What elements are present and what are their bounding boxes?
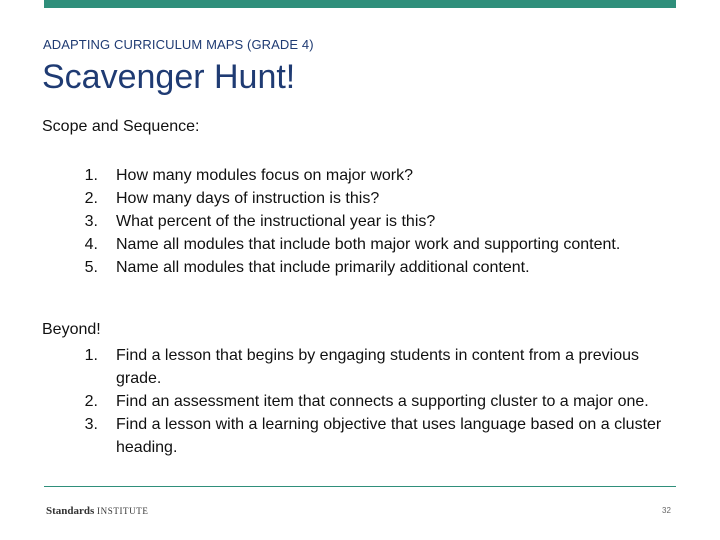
scope-label: Scope and Sequence: <box>42 118 200 135</box>
standards-institute-logo <box>46 505 148 517</box>
list-number: 3. <box>84 213 98 230</box>
list-text: Find a lesson that begins by engaging students in content from a previous grade. <box>116 347 639 387</box>
list-number: 3. <box>84 416 98 433</box>
list-number: 5. <box>84 259 98 276</box>
list-number: 4. <box>84 236 98 253</box>
list-text: How many days of instruction is this? <box>116 190 380 207</box>
list-text: Find an assessment item that connects a supporting cluster to a major one. <box>116 393 649 410</box>
logo-bold-text: Standards <box>46 505 95 517</box>
list-item <box>74 233 694 256</box>
slide-title: Scavenger Hunt! <box>42 58 296 96</box>
list-text: What percent of the instructional year is this? <box>116 213 436 230</box>
list-number: 2. <box>84 190 98 207</box>
beyond-label: Beyond! <box>42 321 101 338</box>
list-item <box>74 164 694 187</box>
beyond-list <box>74 344 674 459</box>
list-text: Name all modules that include primarily additional content. <box>116 259 530 276</box>
list-number: 1. <box>84 347 98 364</box>
list-item <box>74 344 674 390</box>
slide-kicker: ADAPTING CURRICULUM MAPS (GRADE 4) <box>43 37 314 52</box>
top-accent-bar <box>44 0 676 8</box>
list-item <box>74 390 674 413</box>
list-text: How many modules focus on major work? <box>116 167 414 184</box>
list-number: 2. <box>84 393 98 410</box>
page-number: 32 <box>662 506 671 515</box>
list-item <box>74 256 694 279</box>
list-text: Name all modules that include both major work and supporting content. <box>116 236 621 253</box>
list-number: 1. <box>84 167 98 184</box>
scope-list <box>74 164 694 279</box>
list-item <box>74 210 694 233</box>
logo-small-text: INSTITUTE <box>97 506 149 516</box>
list-item <box>74 413 674 459</box>
footer-divider <box>44 486 676 487</box>
list-text: Find a lesson with a learning objective that uses language based on a cluster heading. <box>116 416 662 456</box>
list-item <box>74 187 694 210</box>
